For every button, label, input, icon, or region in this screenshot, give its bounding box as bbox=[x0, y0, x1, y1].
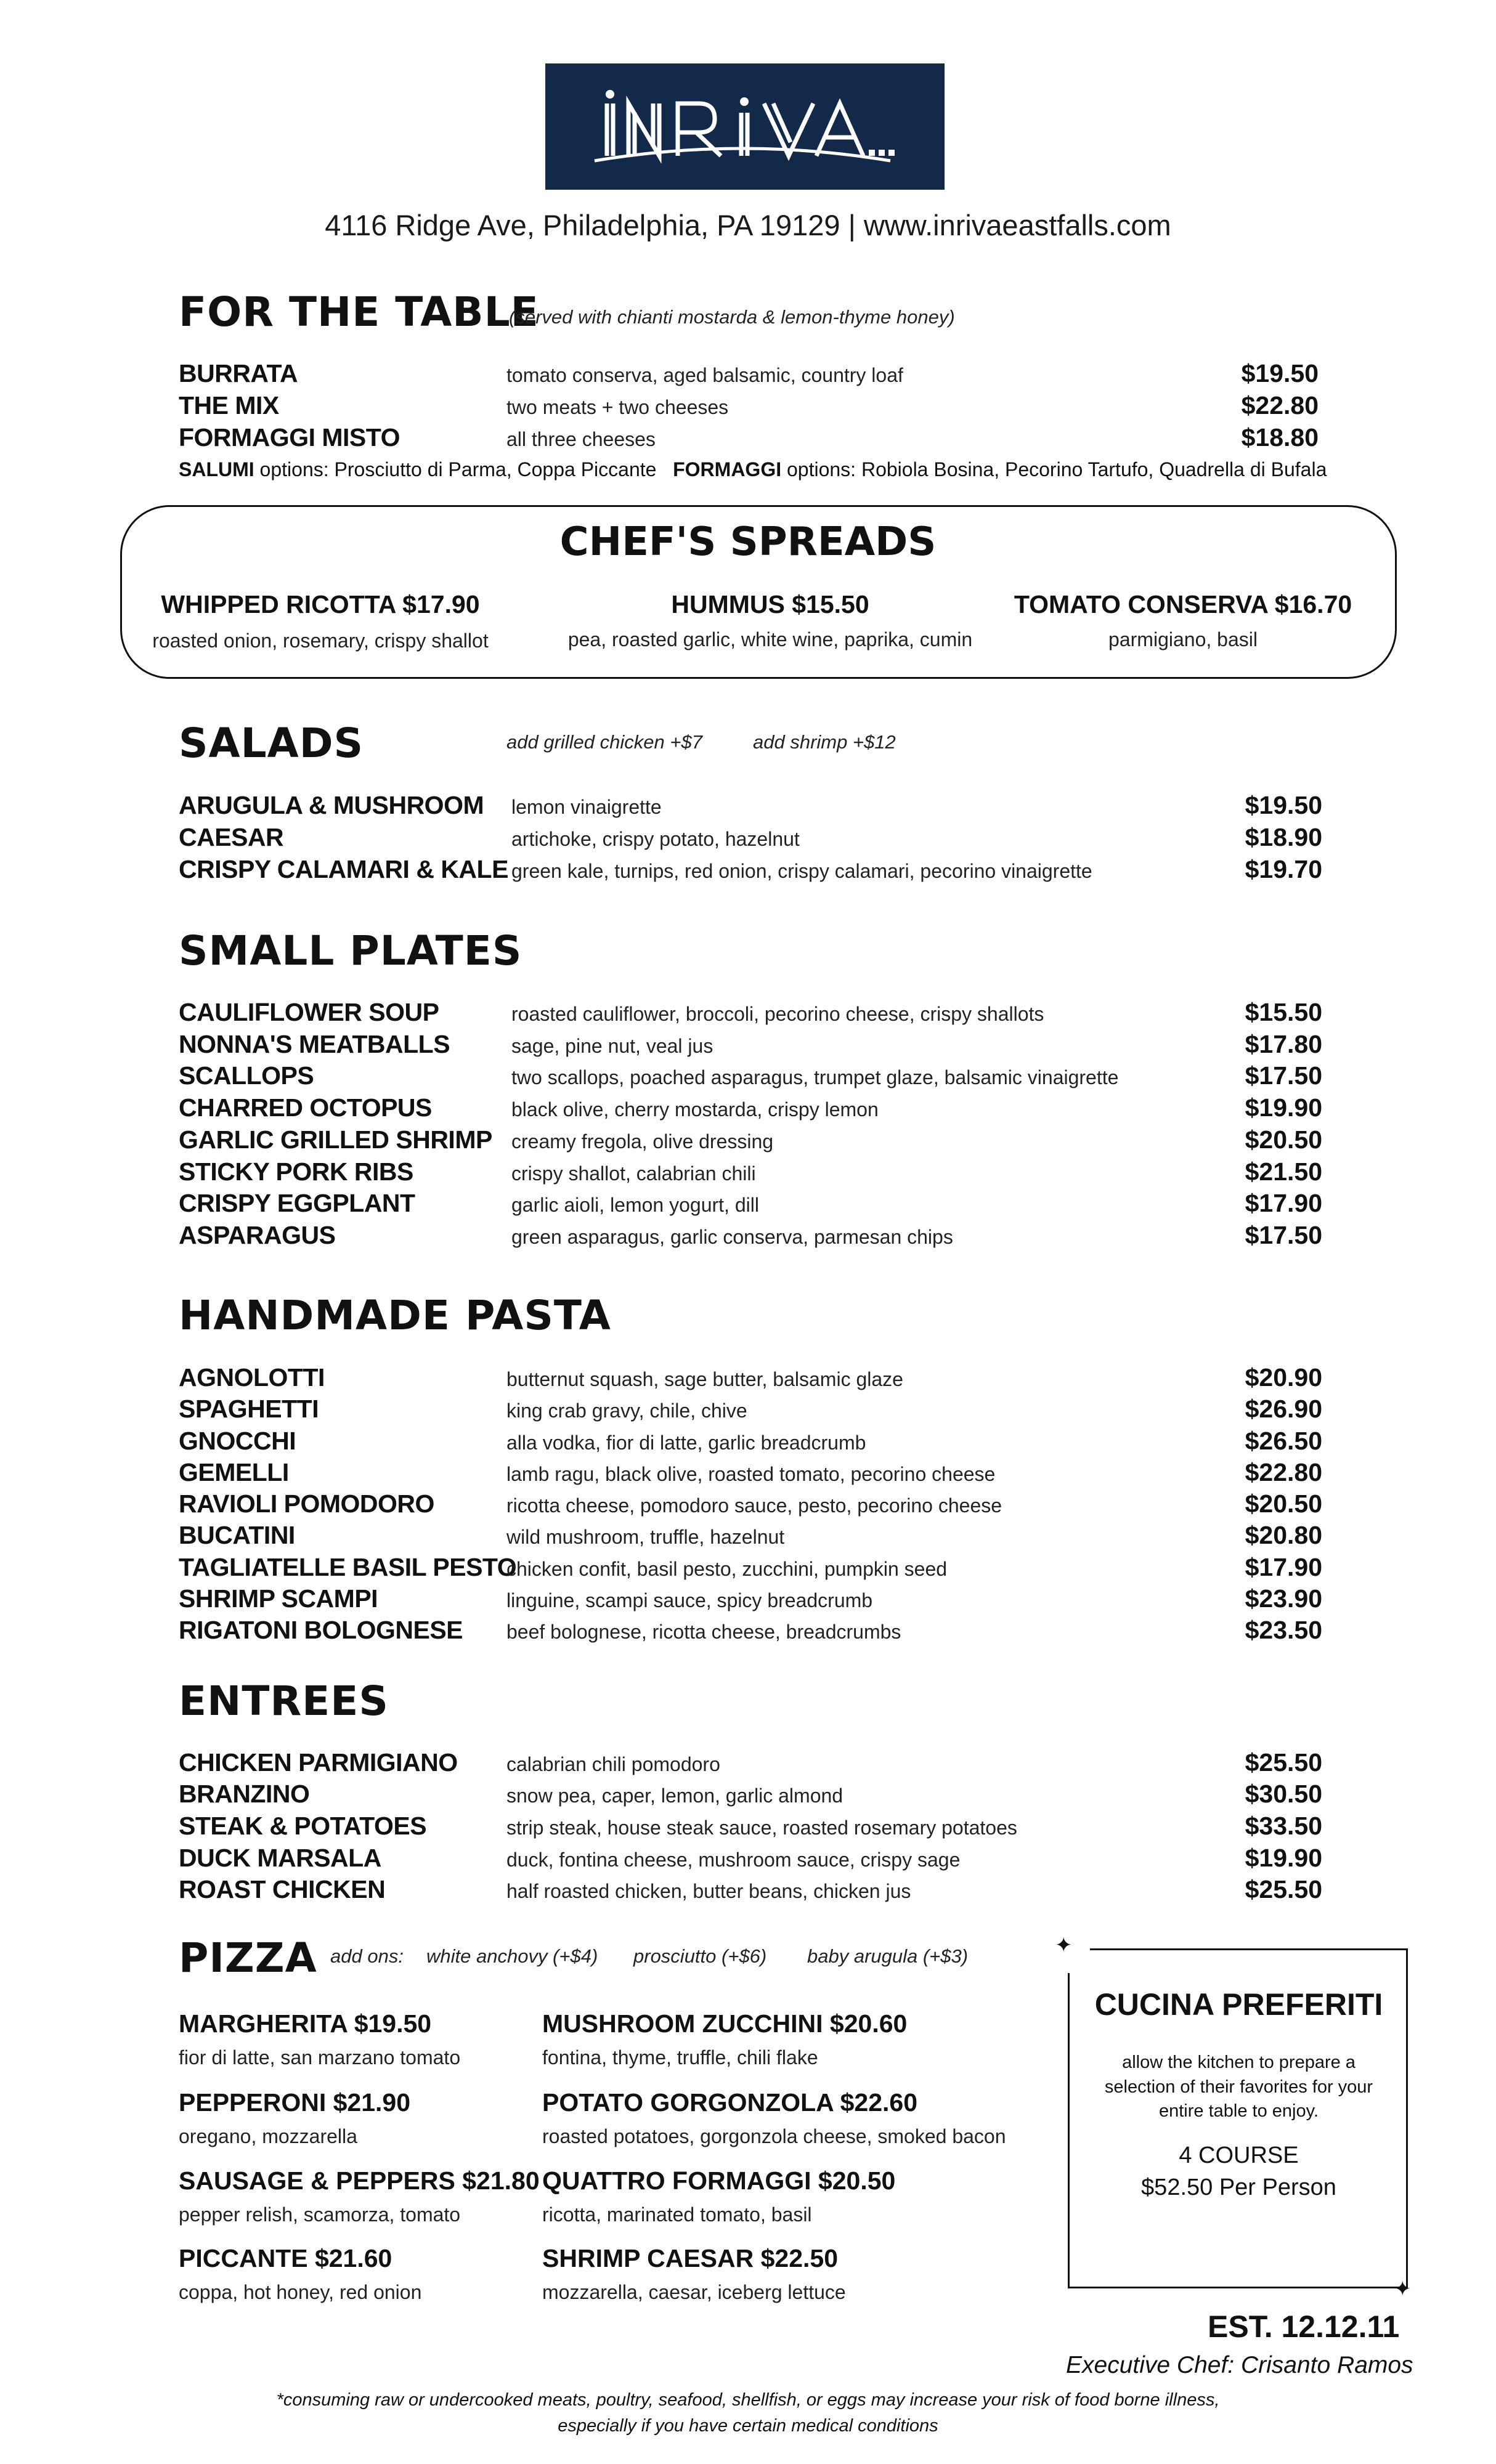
item-price: $21.50 bbox=[1245, 1157, 1322, 1186]
pizza-addon: white anchovy (+$4) bbox=[426, 1945, 598, 1967]
salumi-options: options: Prosciutto di Parma, Coppa Piccante bbox=[259, 458, 657, 480]
pizza-name: PICCANTE $21.60 bbox=[179, 2244, 392, 2272]
menu-item bbox=[0, 1584, 1496, 1616]
item-name: CAESAR bbox=[179, 823, 284, 851]
item-price: $19.50 bbox=[1245, 791, 1322, 819]
item-name: AGNOLOTTI bbox=[179, 1363, 325, 1392]
item-description: ricotta cheese, pomodoro sauce, pesto, pecorino cheese bbox=[506, 1494, 1002, 1517]
item-description: crispy shallot, calabrian chili bbox=[511, 1162, 756, 1185]
item-price: $15.50 bbox=[1245, 998, 1322, 1026]
pizza-description: oregano, mozzarella bbox=[179, 2125, 357, 2147]
item-price: $20.90 bbox=[1245, 1363, 1322, 1392]
pizza-name: SHRIMP CAESAR $22.50 bbox=[542, 2244, 839, 2272]
item-description: lamb ragu, black olive, roasted tomato, pecorino cheese bbox=[506, 1463, 996, 1485]
section-title-salads: SALADS bbox=[179, 719, 364, 767]
item-description: alla vodka, fior di latte, garlic breadcrumb bbox=[506, 1432, 866, 1454]
menu-item bbox=[0, 1030, 1496, 1062]
item-description: snow pea, caper, lemon, garlic almond bbox=[506, 1785, 844, 1807]
item-name: SPAGHETTI bbox=[179, 1395, 319, 1423]
menu-item bbox=[0, 1844, 1496, 1876]
item-name: DUCK MARSALA bbox=[179, 1844, 381, 1872]
sparkle-icon: ✦ bbox=[1055, 1934, 1073, 1957]
menu-item bbox=[0, 1553, 1496, 1585]
menu-item bbox=[0, 1748, 1496, 1780]
pizza-description: coppa, hot honey, red onion bbox=[179, 2281, 422, 2303]
item-name: GARLIC GRILLED SHRIMP bbox=[179, 1125, 492, 1154]
section-title-chefs-spreads: CHEF'S SPREADS bbox=[559, 519, 937, 565]
menu-item bbox=[0, 1780, 1496, 1812]
pizza-name: POTATO GORGONZOLA $22.60 bbox=[542, 2088, 918, 2117]
section-title-for-the-table: FOR THE TABLE bbox=[179, 288, 539, 336]
salads-note-shrimp: add shrimp +$12 bbox=[753, 731, 896, 753]
item-description: garlic aioli, lemon yogurt, dill bbox=[511, 1194, 759, 1216]
menu-item bbox=[0, 1521, 1496, 1553]
item-name: RIGATONI BOLOGNESE bbox=[179, 1616, 463, 1644]
sparkle-icon: ✦ bbox=[1394, 2277, 1412, 2301]
item-price: $17.80 bbox=[1245, 1030, 1322, 1058]
item-name: RAVIOLI POMODORO bbox=[179, 1489, 434, 1518]
item-name: BUCATINI bbox=[179, 1521, 295, 1549]
cucina-text-line: entire table to enjoy. bbox=[1158, 2101, 1319, 2121]
menu-item bbox=[0, 1189, 1496, 1221]
item-description: strip steak, house steak sauce, roasted rosemary potatoes bbox=[506, 1817, 1017, 1839]
item-name: CHARRED OCTOPUS bbox=[179, 1093, 432, 1122]
cucina-course: 4 COURSE bbox=[1179, 2142, 1299, 2168]
item-name: SCALLOPS bbox=[179, 1061, 314, 1090]
pizza-description: ricotta, marinated tomato, basil bbox=[542, 2203, 812, 2226]
spread-name: WHIPPED RICOTTA $17.90 bbox=[161, 590, 480, 618]
section-title-small-plates: SMALL PLATES bbox=[179, 927, 522, 975]
item-price: $17.50 bbox=[1245, 1221, 1322, 1249]
item-price: $22.80 bbox=[1245, 1458, 1322, 1486]
spread-name: HUMMUS $15.50 bbox=[671, 590, 869, 618]
item-name: STICKY PORK RIBS bbox=[179, 1157, 413, 1186]
salumi-label: SALUMI bbox=[179, 458, 254, 480]
item-price: $23.50 bbox=[1245, 1616, 1322, 1644]
item-description: linguine, scampi sauce, spicy breadcrumb bbox=[506, 1589, 873, 1611]
item-price: $17.50 bbox=[1245, 1061, 1322, 1090]
item-description: king crab gravy, chile, chive bbox=[506, 1400, 747, 1422]
item-name: ROAST CHICKEN bbox=[179, 1875, 386, 1903]
pizza-name: QUATTRO FORMAGGI $20.50 bbox=[542, 2166, 896, 2195]
menu-item bbox=[0, 1395, 1496, 1427]
item-description: artichoke, crispy potato, hazelnut bbox=[511, 828, 800, 850]
executive-chef: Executive Chef: Crisanto Ramos bbox=[1066, 2352, 1413, 2378]
menu-item bbox=[0, 1616, 1496, 1648]
item-price: $20.50 bbox=[1245, 1125, 1322, 1154]
item-description: wild mushroom, truffle, hazelnut bbox=[506, 1526, 785, 1548]
menu-item bbox=[0, 1157, 1496, 1189]
item-price: $20.80 bbox=[1245, 1521, 1322, 1549]
cheese-options-line bbox=[179, 458, 1327, 481]
item-name: FORMAGGI MISTO bbox=[179, 423, 400, 452]
item-description: all three cheeses bbox=[506, 428, 656, 450]
restaurant-logo bbox=[545, 63, 945, 190]
item-description: roasted cauliflower, broccoli, pecorino cheese, crispy shallots bbox=[511, 1003, 1044, 1025]
item-price: $19.70 bbox=[1245, 855, 1322, 883]
cucina-title: CUCINA PREFERITI bbox=[1094, 1987, 1383, 2022]
item-price: $20.50 bbox=[1245, 1489, 1322, 1518]
item-description: two scallops, poached asparagus, trumpet glaze, balsamic vinaigrette bbox=[511, 1066, 1119, 1088]
pizza-description: roasted potatoes, gorgonzola cheese, smoked bacon bbox=[542, 2125, 1006, 2147]
pizza-description: pepper relish, scamorza, tomato bbox=[179, 2203, 461, 2226]
item-price: $26.50 bbox=[1245, 1427, 1322, 1455]
item-name: NONNA'S MEATBALLS bbox=[179, 1030, 450, 1058]
item-price: $19.50 bbox=[1241, 359, 1319, 387]
menu-item bbox=[0, 998, 1496, 1030]
item-name: GNOCCHI bbox=[179, 1427, 296, 1455]
item-name: ARUGULA & MUSHROOM bbox=[179, 791, 484, 819]
for-the-table-note: (served with chianti mostarda & lemon-thyme honey) bbox=[509, 306, 955, 328]
item-description: green kale, turnips, red onion, crispy calamari, pecorino vinaigrette bbox=[511, 860, 1092, 882]
menu-item bbox=[0, 1427, 1496, 1459]
formaggi-label: FORMAGGI bbox=[673, 458, 782, 480]
menu-item bbox=[0, 1363, 1496, 1395]
disclaimer-line: especially if you have certain medical conditions bbox=[558, 2416, 938, 2436]
item-description: butternut squash, sage butter, balsamic glaze bbox=[506, 1368, 903, 1390]
menu-item bbox=[0, 423, 1496, 455]
cucina-price: $52.50 Per Person bbox=[1141, 2174, 1336, 2200]
item-price: $17.90 bbox=[1245, 1189, 1322, 1217]
item-price: $23.90 bbox=[1245, 1584, 1322, 1613]
item-description: two meats + two cheeses bbox=[506, 396, 729, 418]
pizza-description: fontina, thyme, truffle, chili flake bbox=[542, 2046, 818, 2069]
item-description: black olive, cherry mostarda, crispy lemon bbox=[511, 1098, 879, 1121]
item-description: green asparagus, garlic conserva, parmesan chips bbox=[511, 1226, 953, 1248]
pizza-addons-label: add ons: bbox=[330, 1945, 404, 1967]
menu-item bbox=[0, 1221, 1496, 1253]
menu-item bbox=[0, 1489, 1496, 1522]
item-name: TAGLIATELLE BASIL PESTO bbox=[179, 1553, 517, 1581]
item-name: CRISPY EGGPLANT bbox=[179, 1189, 415, 1217]
item-price: $19.90 bbox=[1245, 1093, 1322, 1122]
spread-name: TOMATO CONSERVA $16.70 bbox=[1014, 590, 1352, 618]
pizza-addon: baby arugula (+$3) bbox=[807, 1945, 969, 1967]
menu-item bbox=[0, 823, 1496, 855]
disclaimer-line: *consuming raw or undercooked meats, poultry, seafood, shellfish, or eggs may increase your risk of food borne illness, bbox=[276, 2390, 1220, 2410]
menu-item bbox=[0, 791, 1496, 823]
item-name: STEAK & POTATOES bbox=[179, 1812, 427, 1840]
menu-item bbox=[0, 1812, 1496, 1844]
item-name: CHICKEN PARMIGIANO bbox=[179, 1748, 458, 1777]
section-title-pizza: PIZZA bbox=[179, 1934, 317, 1982]
item-description: calabrian chili pomodoro bbox=[506, 1753, 720, 1775]
item-description: duck, fontina cheese, mushroom sauce, crispy sage bbox=[506, 1849, 961, 1871]
salads-note-chicken: add grilled chicken +$7 bbox=[506, 731, 702, 753]
section-title-handmade-pasta: HANDMADE PASTA bbox=[179, 1292, 611, 1339]
item-price: $19.90 bbox=[1245, 1844, 1322, 1872]
item-description: beef bolognese, ricotta cheese, breadcrumbs bbox=[506, 1621, 901, 1643]
item-name: BRANZINO bbox=[179, 1780, 310, 1808]
item-name: ASPARAGUS bbox=[179, 1221, 336, 1249]
section-title-entrees: ENTREES bbox=[179, 1677, 389, 1725]
item-name: GEMELLI bbox=[179, 1458, 289, 1486]
item-price: $33.50 bbox=[1245, 1812, 1322, 1840]
spread-description: pea, roasted garlic, white wine, paprika, cumin bbox=[567, 628, 973, 650]
item-price: $30.50 bbox=[1245, 1780, 1322, 1808]
item-price: $18.90 bbox=[1245, 823, 1322, 851]
menu-item bbox=[0, 1061, 1496, 1093]
item-name: SHRIMP SCAMPI bbox=[179, 1584, 378, 1613]
spread-description: parmigiano, basil bbox=[1108, 628, 1258, 650]
item-price: $22.80 bbox=[1241, 391, 1319, 419]
item-price: $26.90 bbox=[1245, 1395, 1322, 1423]
item-description: half roasted chicken, butter beans, chicken jus bbox=[506, 1880, 911, 1902]
address-line: 4116 Ridge Ave, Philadelphia, PA 19129 | www.inrivaeastfalls.com bbox=[325, 209, 1171, 241]
pizza-description: fior di latte, san marzano tomato bbox=[179, 2046, 461, 2069]
cucina-text-line: allow the kitchen to prepare a bbox=[1122, 2053, 1356, 2072]
item-description: creamy fregola, olive dressing bbox=[511, 1130, 774, 1153]
pizza-name: MUSHROOM ZUCCHINI $20.60 bbox=[542, 2009, 908, 2038]
menu-item bbox=[0, 1125, 1496, 1157]
pizza-description: mozzarella, caesar, iceberg lettuce bbox=[542, 2281, 846, 2303]
item-description: tomato conserva, aged balsamic, country loaf bbox=[506, 364, 903, 386]
spread-description: roasted onion, rosemary, crispy shallot bbox=[152, 630, 489, 652]
item-name: THE MIX bbox=[179, 391, 279, 419]
formaggi-options: options: Robiola Bosina, Pecorino Tartufo, Quadrella di Bufala bbox=[786, 458, 1327, 480]
item-description: sage, pine nut, veal jus bbox=[511, 1035, 713, 1057]
item-description: chicken confit, basil pesto, zucchini, pumpkin seed bbox=[506, 1558, 948, 1580]
cucina-text-line: selection of their favorites for your bbox=[1104, 2077, 1373, 2097]
menu-item bbox=[0, 1875, 1496, 1907]
pizza-name: PEPPERONI $21.90 bbox=[179, 2088, 411, 2117]
pizza-name: SAUSAGE & PEPPERS $21.80 bbox=[179, 2166, 540, 2195]
item-price: $17.90 bbox=[1245, 1553, 1322, 1581]
menu-item bbox=[0, 391, 1496, 423]
menu-item bbox=[0, 1458, 1496, 1490]
item-price: $25.50 bbox=[1245, 1748, 1322, 1777]
item-description: lemon vinaigrette bbox=[511, 796, 662, 818]
menu-item bbox=[0, 1093, 1496, 1125]
item-name: BURRATA bbox=[179, 359, 298, 387]
item-price: $18.80 bbox=[1241, 423, 1319, 452]
item-price: $25.50 bbox=[1245, 1875, 1322, 1903]
item-name: CAULIFLOWER SOUP bbox=[179, 998, 439, 1026]
pizza-name: MARGHERITA $19.50 bbox=[179, 2009, 432, 2038]
established-date: EST. 12.12.11 bbox=[1208, 2309, 1400, 2344]
logo-graphic bbox=[545, 63, 945, 190]
menu-item bbox=[0, 359, 1496, 391]
pizza-addon: prosciutto (+$6) bbox=[633, 1945, 767, 1967]
item-name: CRISPY CALAMARI & KALE bbox=[179, 855, 508, 883]
menu-item bbox=[0, 855, 1496, 887]
